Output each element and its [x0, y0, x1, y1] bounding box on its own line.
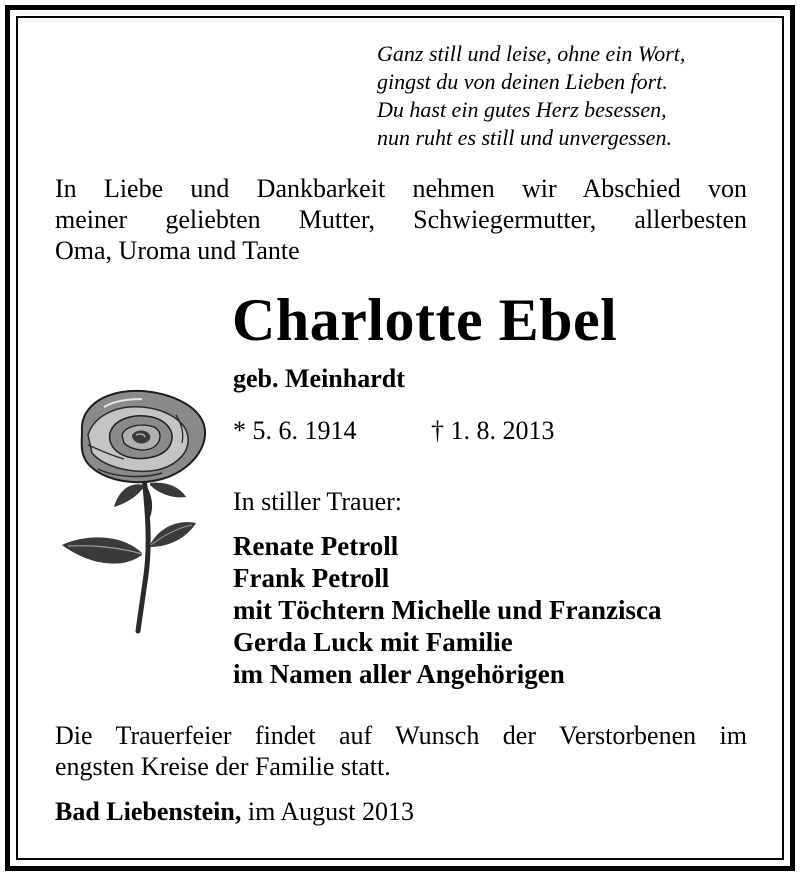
life-dates	[233, 416, 555, 446]
death-date: † 1. 8. 2013	[431, 416, 555, 445]
place-date	[55, 797, 414, 827]
notice-date: im August 2013	[247, 797, 415, 826]
mourners-list	[233, 530, 661, 690]
intro-text	[55, 173, 747, 266]
mourner-name: Gerda Luck mit Familie	[233, 627, 513, 657]
intro-line: Oma, Uroma und Tante	[55, 236, 300, 265]
intro-line: In Liebe und Dankbarkeit nehmen wir Abschied von	[55, 174, 747, 203]
rose-icon	[58, 385, 220, 635]
poem	[377, 40, 757, 152]
ceremony-line: Die Trauerfeier findet auf Wunsch der Verstorbenen im	[55, 721, 747, 750]
ceremony-line: engsten Kreise der Familie statt.	[55, 752, 391, 781]
deceased-name: Charlotte Ebel	[232, 287, 618, 353]
poem-line: gingst du von deinen Lieben fort.	[377, 69, 668, 94]
place-name: Bad Liebenstein,	[55, 797, 242, 826]
maiden-name: geb. Meinhardt	[233, 364, 405, 393]
mourner-name: Renate Petroll	[233, 531, 399, 561]
mourner-name: im Namen aller Angehörigen	[233, 659, 565, 689]
poem-line: Ganz still und leise, ohne ein Wort,	[377, 41, 686, 66]
poem-line: Du hast ein gutes Herz besessen,	[377, 97, 667, 122]
intro-line: meiner geliebten Mutter, Schwiegermutter, allerbesten	[55, 205, 747, 234]
birth-date: * 5. 6. 1914	[233, 416, 357, 445]
mourner-name: mit Töchtern Michelle und Franzisca	[233, 595, 662, 625]
ceremony-notice	[55, 720, 747, 782]
mourner-name: Frank Petroll	[233, 563, 390, 593]
poem-line: nun ruht es still und unvergessen.	[377, 125, 672, 150]
mourning-label: In stiller Trauer:	[233, 487, 402, 516]
